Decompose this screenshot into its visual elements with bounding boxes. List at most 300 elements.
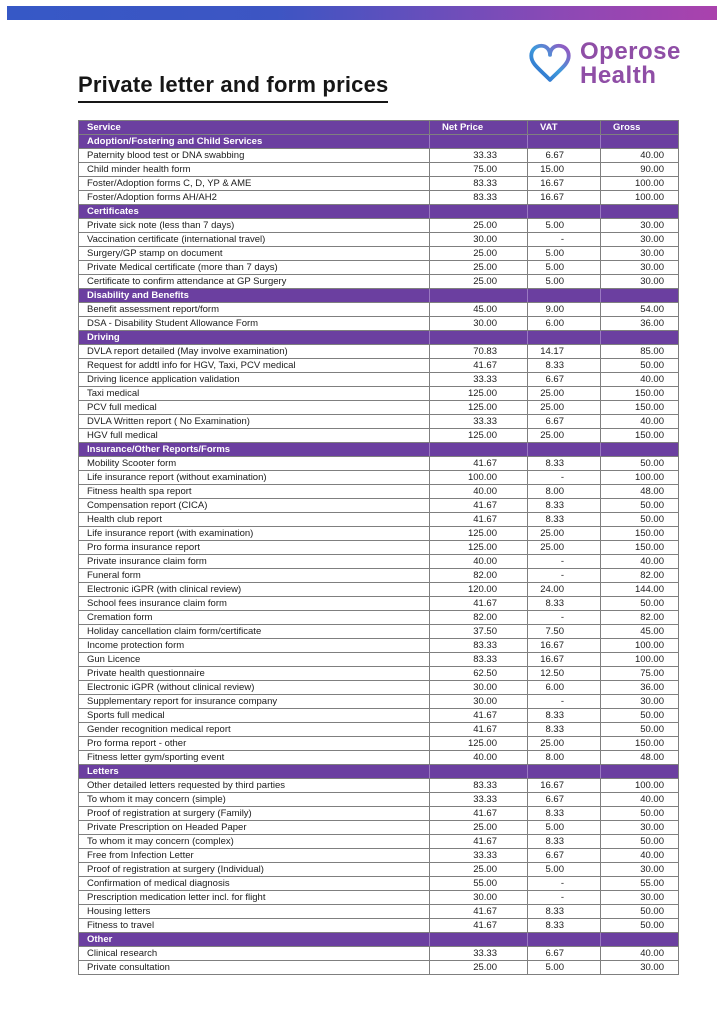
net-price-cell: 45.00 [430,303,528,317]
gross-cell: 40.00 [601,555,679,569]
service-cell: Holiday cancellation claim form/certificate [79,625,430,639]
page-title: Private letter and form prices [78,72,388,103]
service-cell: Certificate to confirm attendance at GP Surgery [79,275,430,289]
service-cell: Paternity blood test or DNA swabbing [79,149,430,163]
service-cell: Vaccination certificate (international travel) [79,233,430,247]
section-header-row [79,205,679,219]
gross-cell: 50.00 [601,723,679,737]
net-price-cell: 41.67 [430,807,528,821]
service-cell: Private Medical certificate (more than 7 days) [79,261,430,275]
vat-cell: 16.67 [528,191,601,205]
vat-cell: 6.00 [528,317,601,331]
section-filler-cell [601,765,679,779]
table-row [79,191,679,205]
net-price-cell: 33.33 [430,793,528,807]
table-row [79,625,679,639]
table-row [79,821,679,835]
service-cell: Proof of registration at surgery (Family) [79,807,430,821]
service-cell: To whom it may concern (simple) [79,793,430,807]
vat-cell: 16.67 [528,779,601,793]
net-price-cell: 25.00 [430,821,528,835]
gross-cell: 50.00 [601,709,679,723]
gross-cell: 50.00 [601,905,679,919]
net-price-cell: 41.67 [430,359,528,373]
gross-cell: 150.00 [601,387,679,401]
vat-cell: - [528,877,601,891]
vat-cell: 5.00 [528,863,601,877]
vat-cell: 6.67 [528,849,601,863]
service-cell: Fitness health spa report [79,485,430,499]
net-price-cell: 30.00 [430,891,528,905]
service-cell: Housing letters [79,905,430,919]
vat-cell: 16.67 [528,653,601,667]
table-row [79,317,679,331]
vat-cell: 24.00 [528,583,601,597]
net-price-cell: 33.33 [430,415,528,429]
net-price-cell: 83.33 [430,177,528,191]
vat-cell: - [528,233,601,247]
table-row [79,401,679,415]
gross-cell: 30.00 [601,863,679,877]
service-cell: To whom it may concern (complex) [79,835,430,849]
vat-cell: 25.00 [528,541,601,555]
service-cell: DSA - Disability Student Allowance Form [79,317,430,331]
vat-cell: 6.67 [528,947,601,961]
table-row [79,555,679,569]
vat-cell: 16.67 [528,639,601,653]
net-price-cell: 33.33 [430,373,528,387]
service-cell: Health club report [79,513,430,527]
section-header-row [79,933,679,947]
table-row [79,597,679,611]
section-header-row [79,289,679,303]
gross-cell: 30.00 [601,219,679,233]
net-price-cell: 41.67 [430,499,528,513]
section-filler-cell [601,443,679,457]
column-header-service: Service [79,121,430,135]
section-filler-cell [430,289,528,303]
gross-cell: 36.00 [601,681,679,695]
net-price-cell: 125.00 [430,527,528,541]
vat-cell: - [528,555,601,569]
gross-cell: 50.00 [601,457,679,471]
table-row [79,303,679,317]
service-cell: Fitness letter gym/sporting event [79,751,430,765]
section-title: Disability and Benefits [79,289,430,303]
section-title: Driving [79,331,430,345]
service-cell: Mobility Scooter form [79,457,430,471]
service-cell: Child minder health form [79,163,430,177]
service-cell: Foster/Adoption forms AH/AH2 [79,191,430,205]
service-cell: Compensation report (CICA) [79,499,430,513]
service-cell: Driving licence application validation [79,373,430,387]
service-cell: Other detailed letters requested by third parties [79,779,430,793]
gross-cell: 40.00 [601,849,679,863]
table-row [79,149,679,163]
net-price-cell: 83.33 [430,779,528,793]
vat-cell: - [528,695,601,709]
net-price-cell: 41.67 [430,709,528,723]
price-table [78,120,679,975]
table-row [79,429,679,443]
gross-cell: 100.00 [601,191,679,205]
vat-cell: 8.33 [528,597,601,611]
service-cell: Cremation form [79,611,430,625]
net-price-cell: 120.00 [430,583,528,597]
service-cell: Proof of registration at surgery (Individual) [79,863,430,877]
vat-cell: 5.00 [528,261,601,275]
table-row [79,695,679,709]
table-header-row [79,121,679,135]
service-cell: Gender recognition medical report [79,723,430,737]
gross-cell: 30.00 [601,821,679,835]
section-header-row [79,765,679,779]
vat-cell: 25.00 [528,737,601,751]
service-cell: Private sick note (less than 7 days) [79,219,430,233]
service-cell: Supplementary report for insurance company [79,695,430,709]
vat-cell: 5.00 [528,961,601,975]
gross-cell: 50.00 [601,359,679,373]
net-price-cell: 41.67 [430,597,528,611]
gross-cell: 55.00 [601,877,679,891]
net-price-cell: 41.67 [430,905,528,919]
service-cell: Surgery/GP stamp on document [79,247,430,261]
gross-cell: 40.00 [601,415,679,429]
gross-cell: 30.00 [601,261,679,275]
net-price-cell: 40.00 [430,555,528,569]
price-table-body [79,135,679,975]
table-row [79,723,679,737]
service-cell: DVLA report detailed (May involve examination) [79,345,430,359]
net-price-cell: 40.00 [430,485,528,499]
vat-cell: 5.00 [528,821,601,835]
header-gradient-bar [7,6,717,20]
net-price-cell: 83.33 [430,639,528,653]
service-cell: Funeral form [79,569,430,583]
section-filler-cell [528,331,601,345]
gross-cell: 40.00 [601,793,679,807]
gross-cell: 50.00 [601,597,679,611]
service-cell: Pro forma insurance report [79,541,430,555]
net-price-cell: 25.00 [430,219,528,233]
gross-cell: 40.00 [601,373,679,387]
section-filler-cell [430,135,528,149]
section-filler-cell [601,205,679,219]
gross-cell: 150.00 [601,401,679,415]
vat-cell: 8.33 [528,359,601,373]
table-row [79,373,679,387]
table-row [79,569,679,583]
net-price-cell: 40.00 [430,751,528,765]
net-price-cell: 125.00 [430,541,528,555]
gross-cell: 40.00 [601,149,679,163]
service-cell: HGV full medical [79,429,430,443]
net-price-cell: 33.33 [430,849,528,863]
net-price-cell: 41.67 [430,919,528,933]
table-row [79,275,679,289]
net-price-cell: 70.83 [430,345,528,359]
gross-cell: 50.00 [601,513,679,527]
table-row [79,877,679,891]
section-title: Insurance/Other Reports/Forms [79,443,430,457]
gross-cell: 82.00 [601,611,679,625]
gross-cell: 54.00 [601,303,679,317]
service-cell: Foster/Adoption forms C, D, YP & AME [79,177,430,191]
net-price-cell: 55.00 [430,877,528,891]
vat-cell: 6.67 [528,793,601,807]
vat-cell: 8.33 [528,905,601,919]
table-row [79,653,679,667]
vat-cell: 6.67 [528,149,601,163]
table-row [79,863,679,877]
table-row [79,681,679,695]
vat-cell: 16.67 [528,177,601,191]
table-row [79,639,679,653]
column-header-net-price: Net Price [430,121,528,135]
vat-cell: 8.33 [528,723,601,737]
section-filler-cell [601,331,679,345]
net-price-cell: 25.00 [430,961,528,975]
service-cell: Private Prescription on Headed Paper [79,821,430,835]
net-price-cell: 62.50 [430,667,528,681]
net-price-cell: 82.00 [430,611,528,625]
vat-cell: 25.00 [528,401,601,415]
section-header-row [79,135,679,149]
table-row [79,611,679,625]
table-row [79,177,679,191]
section-filler-cell [430,933,528,947]
table-row [79,261,679,275]
vat-cell: 8.33 [528,807,601,821]
vat-cell: - [528,471,601,485]
net-price-cell: 83.33 [430,191,528,205]
table-row [79,359,679,373]
section-filler-cell [528,765,601,779]
vat-cell: 5.00 [528,219,601,233]
net-price-cell: 25.00 [430,247,528,261]
vat-cell: 5.00 [528,247,601,261]
vat-cell: 9.00 [528,303,601,317]
net-price-cell: 125.00 [430,737,528,751]
gross-cell: 50.00 [601,835,679,849]
service-cell: Private insurance claim form [79,555,430,569]
table-row [79,233,679,247]
gross-cell: 30.00 [601,961,679,975]
vat-cell: 25.00 [528,527,601,541]
net-price-cell: 41.67 [430,457,528,471]
net-price-cell: 125.00 [430,429,528,443]
vat-cell: 14.17 [528,345,601,359]
table-row [79,527,679,541]
column-header-gross: Gross [601,121,679,135]
net-price-cell: 41.67 [430,513,528,527]
operose-health-logo [526,36,702,92]
net-price-cell: 25.00 [430,261,528,275]
logo-line-1: Operose [580,38,681,65]
service-cell: School fees insurance claim form [79,597,430,611]
table-row [79,947,679,961]
table-row [79,163,679,177]
table-row [79,541,679,555]
gross-cell: 100.00 [601,779,679,793]
section-filler-cell [528,933,601,947]
net-price-cell: 25.00 [430,863,528,877]
table-row [79,849,679,863]
table-row [79,667,679,681]
gross-cell: 36.00 [601,317,679,331]
table-row [79,513,679,527]
gross-cell: 30.00 [601,891,679,905]
service-cell: Life insurance report (without examination) [79,471,430,485]
net-price-cell: 30.00 [430,695,528,709]
table-row [79,387,679,401]
gross-cell: 40.00 [601,947,679,961]
gross-cell: 75.00 [601,667,679,681]
vat-cell: - [528,611,601,625]
table-row [79,891,679,905]
vat-cell: 8.00 [528,485,601,499]
net-price-cell: 37.50 [430,625,528,639]
table-row [79,793,679,807]
table-row [79,709,679,723]
section-filler-cell [528,443,601,457]
vat-cell: 8.33 [528,709,601,723]
service-cell: Sports full medical [79,709,430,723]
service-cell: Income protection form [79,639,430,653]
net-price-cell: 30.00 [430,233,528,247]
heart-logo-icon [526,38,574,90]
service-cell: Electronic iGPR (without clinical review) [79,681,430,695]
section-filler-cell [528,135,601,149]
vat-cell: 8.00 [528,751,601,765]
gross-cell: 100.00 [601,177,679,191]
service-cell: PCV full medical [79,401,430,415]
gross-cell: 82.00 [601,569,679,583]
gross-cell: 150.00 [601,429,679,443]
table-row [79,415,679,429]
gross-cell: 30.00 [601,695,679,709]
service-cell: Taxi medical [79,387,430,401]
section-header-row [79,443,679,457]
section-filler-cell [601,135,679,149]
net-price-cell: 100.00 [430,471,528,485]
table-row [79,471,679,485]
table-row [79,499,679,513]
table-row [79,835,679,849]
service-cell: Private consultation [79,961,430,975]
section-title: Other [79,933,430,947]
table-row [79,919,679,933]
vat-cell: 12.50 [528,667,601,681]
gross-cell: 85.00 [601,345,679,359]
vat-cell: - [528,891,601,905]
column-header-vat: VAT [528,121,601,135]
vat-cell: 7.50 [528,625,601,639]
vat-cell: 8.33 [528,457,601,471]
service-cell: Private health questionnaire [79,667,430,681]
table-row [79,247,679,261]
service-cell: Free from Infection Letter [79,849,430,863]
vat-cell: 8.33 [528,499,601,513]
table-row [79,737,679,751]
vat-cell: 15.00 [528,163,601,177]
gross-cell: 100.00 [601,653,679,667]
gross-cell: 45.00 [601,625,679,639]
gross-cell: 48.00 [601,485,679,499]
service-cell: Electronic iGPR (with clinical review) [79,583,430,597]
table-row [79,219,679,233]
net-price-cell: 75.00 [430,163,528,177]
net-price-cell: 125.00 [430,401,528,415]
vat-cell: 25.00 [528,429,601,443]
service-cell: Fitness to travel [79,919,430,933]
section-filler-cell [430,205,528,219]
table-row [79,779,679,793]
vat-cell: 8.33 [528,513,601,527]
gross-cell: 150.00 [601,541,679,555]
vat-cell: 8.33 [528,919,601,933]
service-cell: Prescription medication letter incl. for flight [79,891,430,905]
table-row [79,457,679,471]
service-cell: Request for addtl info for HGV, Taxi, PCV medical [79,359,430,373]
table-row [79,905,679,919]
gross-cell: 100.00 [601,471,679,485]
vat-cell: 6.00 [528,681,601,695]
service-cell: Life insurance report (with examination) [79,527,430,541]
net-price-cell: 125.00 [430,387,528,401]
vat-cell: 8.33 [528,835,601,849]
section-filler-cell [430,331,528,345]
service-cell: Pro forma report - other [79,737,430,751]
logo-line-2: Health [580,62,657,89]
section-filler-cell [601,933,679,947]
gross-cell: 144.00 [601,583,679,597]
gross-cell: 150.00 [601,737,679,751]
section-header-row [79,331,679,345]
section-filler-cell [601,289,679,303]
section-title: Letters [79,765,430,779]
net-price-cell: 25.00 [430,275,528,289]
service-cell: DVLA Written report ( No Examination) [79,415,430,429]
section-title: Adoption/Fostering and Child Services [79,135,430,149]
gross-cell: 100.00 [601,639,679,653]
table-row [79,485,679,499]
net-price-cell: 30.00 [430,317,528,331]
net-price-cell: 33.33 [430,149,528,163]
service-cell: Confirmation of medical diagnosis [79,877,430,891]
service-cell: Benefit assessment report/form [79,303,430,317]
gross-cell: 30.00 [601,247,679,261]
table-row [79,807,679,821]
table-row [79,961,679,975]
gross-cell: 50.00 [601,919,679,933]
gross-cell: 150.00 [601,527,679,541]
net-price-cell: 41.67 [430,835,528,849]
logo-wordmark [580,40,681,88]
net-price-cell: 41.67 [430,723,528,737]
vat-cell: 6.67 [528,373,601,387]
net-price-cell: 83.33 [430,653,528,667]
vat-cell: 5.00 [528,275,601,289]
gross-cell: 48.00 [601,751,679,765]
section-filler-cell [528,205,601,219]
vat-cell: 6.67 [528,415,601,429]
vat-cell: - [528,569,601,583]
gross-cell: 50.00 [601,499,679,513]
table-row [79,751,679,765]
section-filler-cell [528,289,601,303]
section-filler-cell [430,443,528,457]
